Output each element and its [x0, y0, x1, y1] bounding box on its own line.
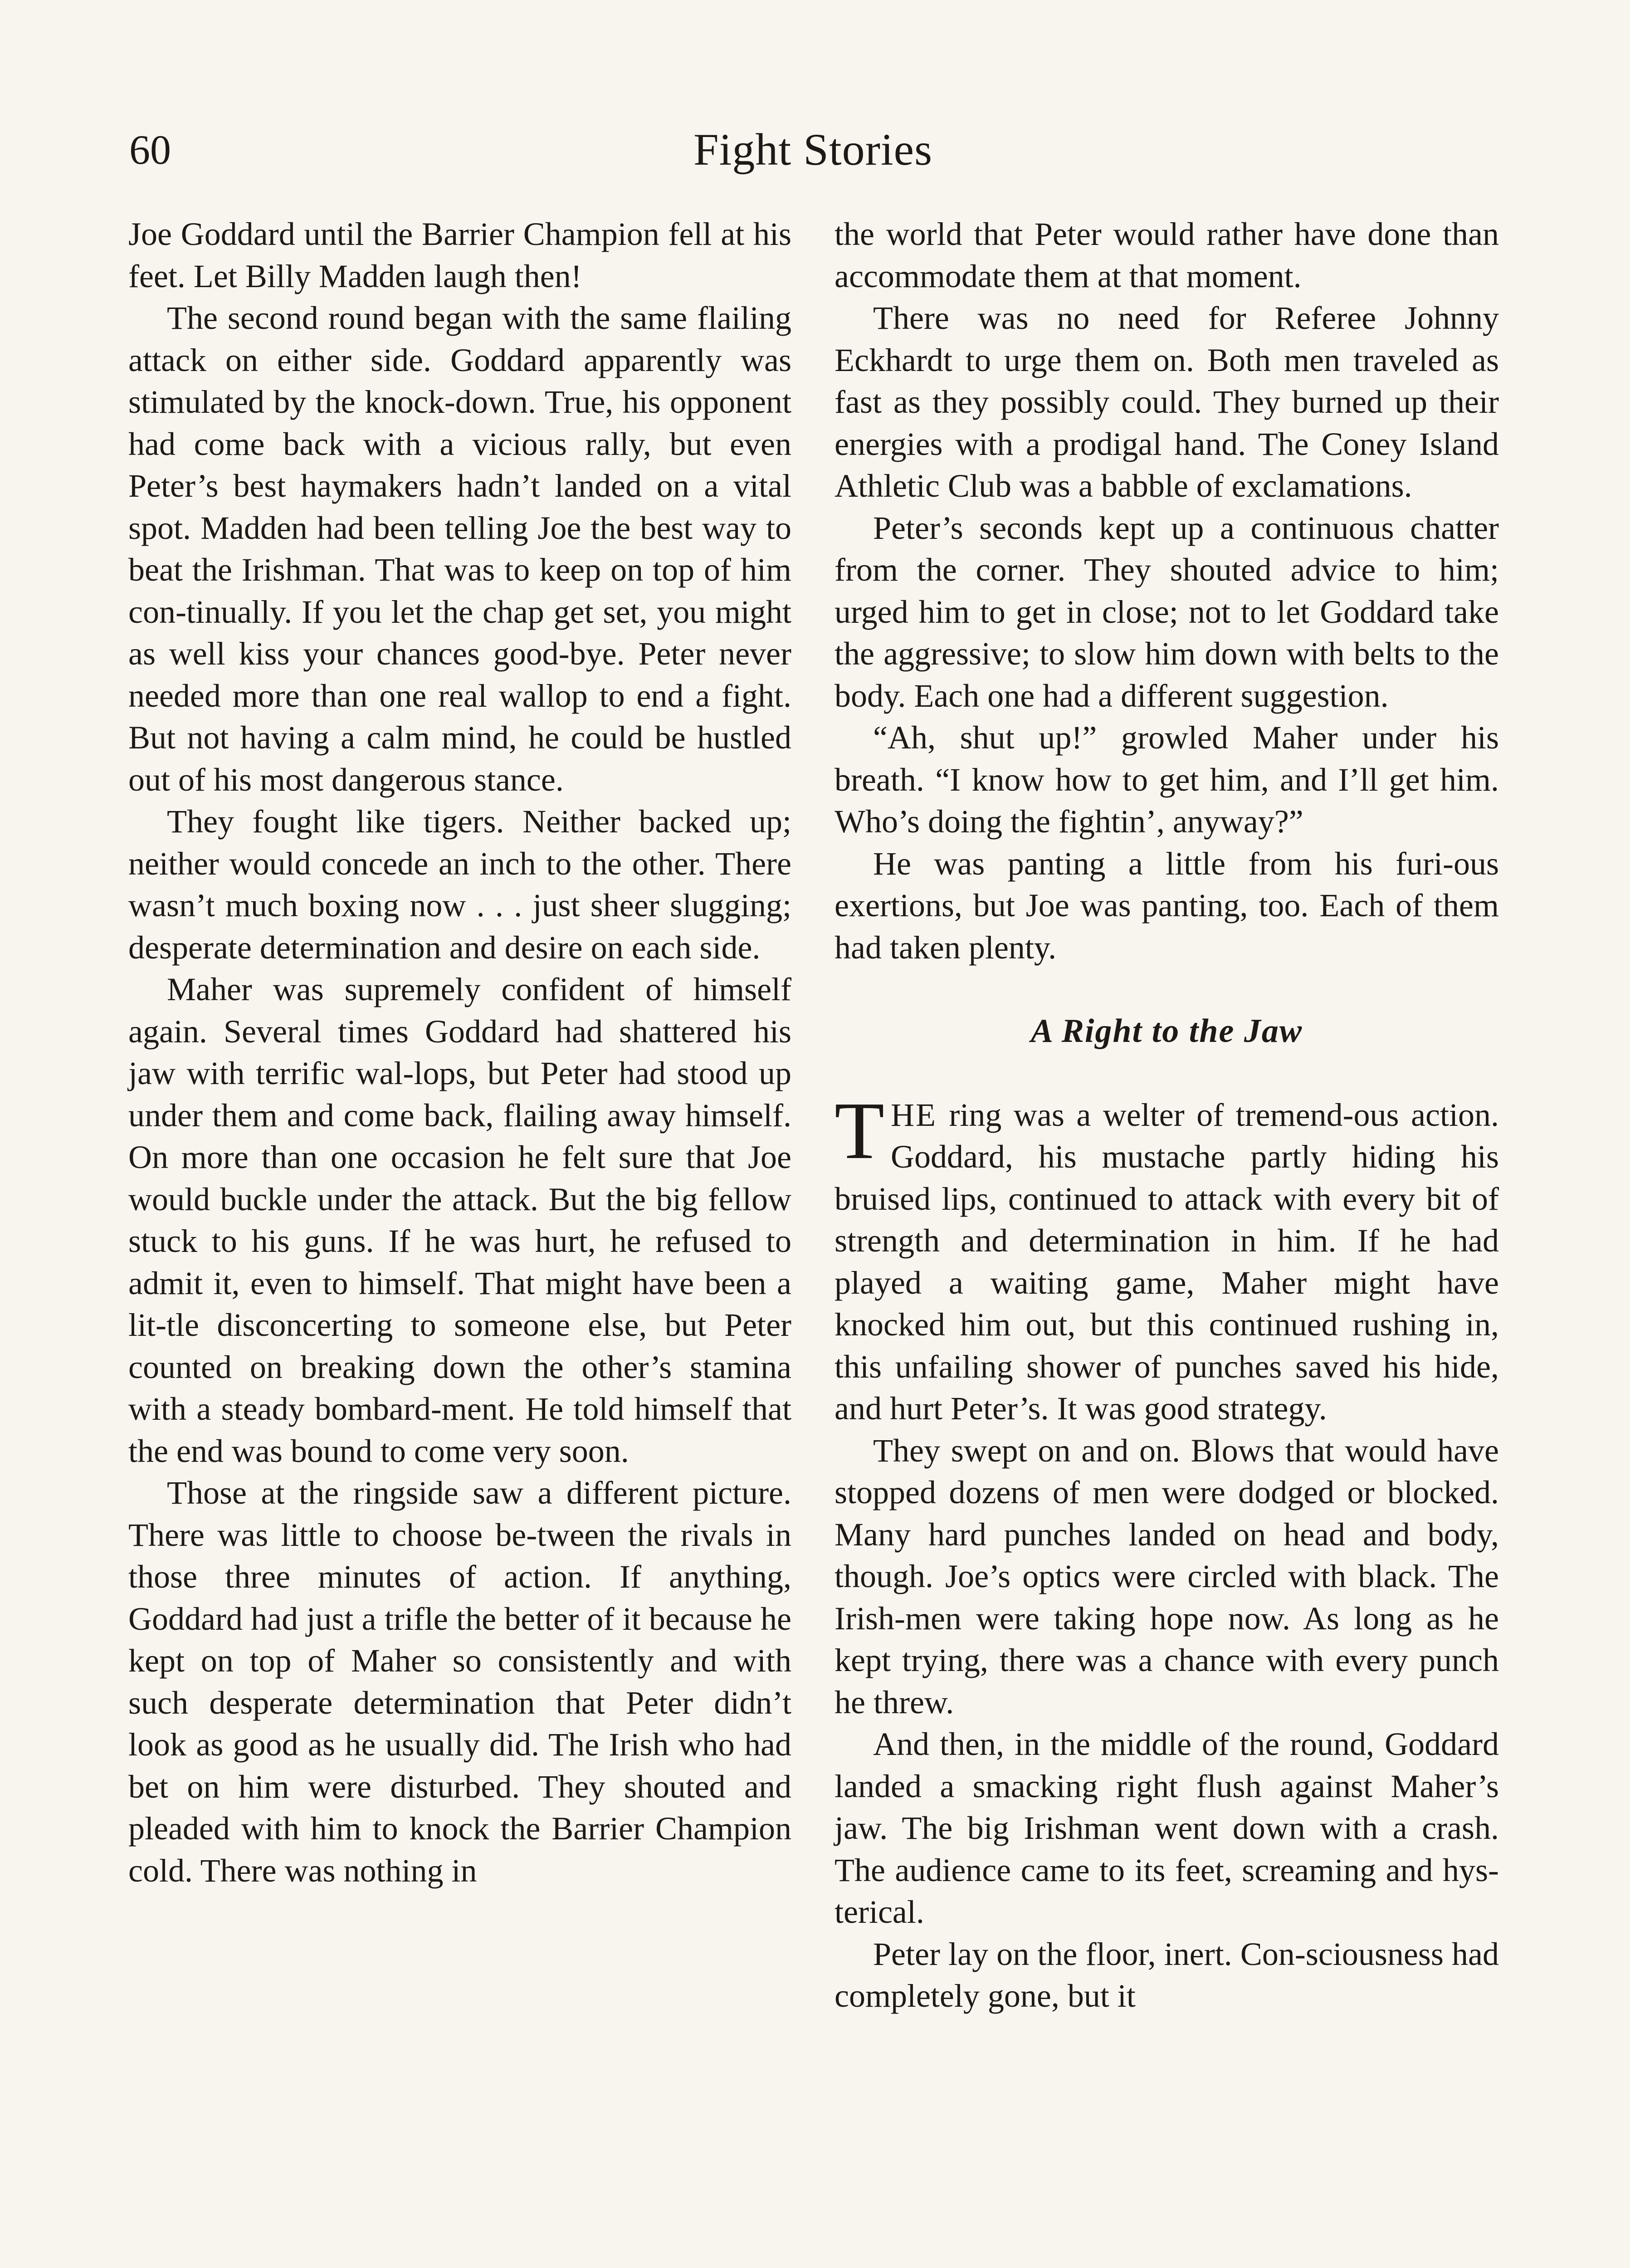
paragraph: Those at the ringside saw a different picture. There was little to choose be-tween the rivals in those three minutes of action. If anything, Goddard had just a trifle the better of it because he kept on top of Maher so consistently and with such desperate determination that Peter didn’t look as good as he usually did. The Irish who had bet on him were disturbed. They shouted and pleaded with him to knock the Barrier Champion cold. There was nothing in	[128, 1475, 791, 1889]
right-column	[835, 213, 1499, 2017]
paragraph: And then, in the middle of the round, Goddard landed a smacking right flush against Maher’s jaw. The big Irishman went down with a crash. The audience came to its feet, screaming and hys-terical.	[835, 1726, 1499, 1930]
paragraph: Peter lay on the floor, inert. Con-sciousness had completely gone, but it	[835, 1936, 1499, 2014]
paragraph: He was panting a little from his furi-ous exertions, but Joe was panting, too. Each of them had taken plenty.	[835, 845, 1499, 966]
section-heading: A Right to the Jaw	[1030, 1012, 1303, 1050]
paragraph: the world that Peter would rather have done than accommodate them at that moment.	[835, 216, 1499, 294]
dropcap-paragraph-text: ring was a welter of tremend-ous action. Goddard, his mustache partly hiding his bruised lips, continued to attack with every bit of strength and determination in him. If he had played a waiting game, Maher might have knocked him out, but this continued rushing in, this unfailing shower of punches saved his hide, and hurt Peter’s. It was good strategy.	[835, 1096, 1499, 1427]
drop-cap: T	[835, 1085, 884, 1176]
running-title: Fight Stories	[693, 124, 932, 175]
paragraph: Maher was supremely confident of himself again. Several times Goddard had shattered his jaw with terrific wal-lops, but Peter had stood up under them and come back, flailing away himself. On more than one occasion he felt sure that Joe would buckle under the attack. But the big fellow stuck to his guns. If he was hurt, he refused to admit it, even to himself. That might have been a lit-tle disconcerting to someone else, but Peter counted on breaking down the other’s stamina with a steady bombard-ment. He told himself that the end was bound to come very soon.	[128, 971, 791, 1469]
paragraph: There was no need for Referee Johnny Eckhardt to urge them on. Both men traveled as fast as they possibly could. They burned up their energies with a prodigal hand. The Coney Island Athletic Club was a babble of exclamations.	[835, 300, 1499, 504]
paragraph: Joe Goddard until the Barrier Champion fell at his feet. Let Billy Madden laugh then!	[128, 216, 791, 294]
paragraph: The second round began with the same flailing attack on either side. Goddard apparently was stimulated by the knock-down. True, his opponent had come back with a vicious rally, but even Peter’s best haymakers hadn’t landed on a vital spot. Madden had been telling Joe the best way to beat the Irishman. That was to keep on top of him con-tinually. If you let the chap get set, you might as well kiss your chances good-bye. Peter never needed more than one real wallop to end a fight. But not having a calm mind, he could be hustled out of his most dangerous stance.	[128, 300, 791, 798]
left-column	[128, 213, 791, 1892]
paragraph: They swept on and on. Blows that would have stopped dozens of men were dodged or blocked. Many hard punches landed on head and body, though. Joe’s optics were circled with black. The Irish-men were taking hope now. As long as he kept trying, there was a chance with every punch he threw.	[835, 1432, 1499, 1721]
dropcap-paragraph	[835, 1085, 1499, 1430]
paragraph: They fought like tigers. Neither backed up; neither would concede an inch to the other. There wasn’t much boxing now . . . just sheer slugging; desperate determination and desire on each side.	[128, 803, 791, 966]
paragraph: Peter’s seconds kept up a continuous chatter from the corner. They shouted advice to him; urged him to get in close; not to let Goddard take the aggressive; to slow him down with belts to the body. Each one had a different suggestion.	[835, 509, 1499, 714]
small-caps-lead: HE	[890, 1096, 937, 1133]
page-number: 60	[129, 127, 171, 173]
running-header	[129, 116, 1497, 184]
paragraph: “Ah, shut up!” growled Maher under his breath. “I know how to get him, and I’ll get him. Who’s doing the fightin’, anyway?”	[835, 719, 1499, 840]
